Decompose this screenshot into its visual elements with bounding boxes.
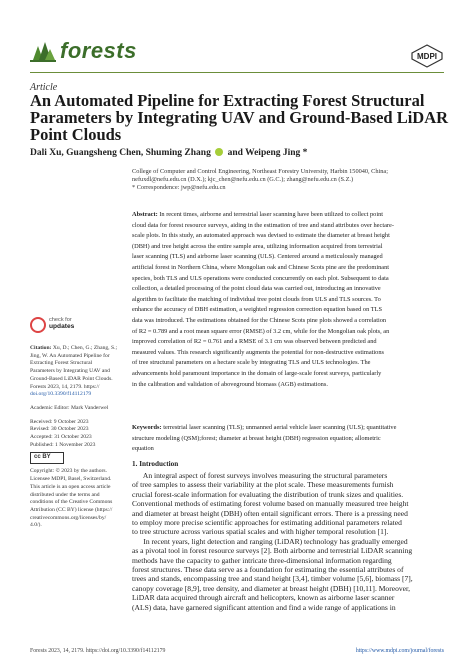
abstract-line: of tree structural parameters on a hectare scale by integrating TLS and ULS technologies. The: [132, 359, 371, 367]
body-line: of tree samples to assess their variability at the plot scale. These measurements furnish: [132, 480, 394, 490]
journal-url-link[interactable]: https://www.mdpi.com/journal/forests: [355, 648, 444, 654]
abstract-line: enhance the accuracy of DBH estimation, a weighted regression correction equation based on TLS: [132, 306, 383, 314]
author-list: [30, 148, 307, 158]
date-revised: Revised: 30 October 2023: [30, 426, 89, 433]
body-line: In recent years, light detection and ranging (LiDAR) technology has gradually emerged: [132, 536, 408, 546]
copyright-line: conditions of the Creative Commons: [30, 499, 113, 506]
abstract-line: advancements hold paramount importance in the domain of large-scale forest surveys, particularly: [132, 369, 382, 377]
abstract-line: data was introduced. The estimations obtained for the Chinese Scots pine plots showed a correlation: [132, 316, 387, 324]
abstract-line: Abstract: In recent times, airborne and terrestrial laser scanning have been utilized to collect point: [132, 211, 384, 218]
abstract-line: laser scanning (TLS) and airborne laser scanning (ULS). Centered around a meticulously managed: [132, 253, 383, 261]
keywords: [132, 423, 450, 455]
title-line: An Automated Pipeline for Extracting Forest Structural: [30, 91, 425, 110]
body-line: forest structures. These data serve as a foundation for estimating the essential attributes of: [132, 565, 404, 575]
abstract-line: improved correlation of R2 = 0.761 and a RMSE of 3.1 cm was observed between predicted and: [132, 338, 377, 346]
authors-text: and Weipeng Jing *: [227, 148, 308, 158]
correspondence: * Correspondence: jwp@nefu.edu.cn: [132, 184, 226, 192]
citation-line: Ground-Based LiDAR Point Clouds.: [30, 375, 113, 382]
keywords-line: structure modeling (QSM);forest; diameter at breast height (DBH) regression equation; allometric: [132, 434, 381, 442]
abstract-label: Abstract:: [132, 211, 158, 218]
copyright-line: Attribution (CC BY) license (https://: [30, 506, 113, 513]
check-for-updates-button[interactable]: [30, 317, 120, 339]
body-line: trees and stands, encompassing tree and stand height [3,4], timber volume [5,6], biomass [7],: [132, 574, 413, 584]
abstract-line: (DBH) and tree height across the entire sample area, utilizing information acquired from terrestrial: [132, 242, 383, 250]
orcid-icon[interactable]: [215, 148, 223, 156]
abstract-line: in the calibration and validation of aboveground biomass (AGB) estimations.: [132, 380, 328, 388]
abstract-line: cloud data for forest resource surveys, aiding in the estimation of tree and stand attributes over hectare-: [132, 221, 394, 229]
keywords-line: Keywords: terrestrial laser scanning (TLS); unmanned aerial vehicle laser scanning (ULS); quantitative: [132, 424, 397, 431]
body-line: canopy coverage [8,9], tree density, and diameter at breast height (DBH) [10,11]. Moreover,: [132, 583, 411, 593]
keywords-label: Keywords:: [132, 424, 162, 431]
citation-line: Parameters by Integrating UAV and: [30, 368, 110, 375]
body-line: methods have the capacity to gather intricate three-dimensional information regarding: [132, 555, 392, 565]
citation-line: Citation: Xu, D.; Chen, G.; Zhang, S.;: [30, 345, 118, 351]
forests-logo-icon: [30, 38, 56, 64]
section-heading: 1. Introduction: [132, 460, 179, 468]
cc-by-license-icon[interactable]: cc BY: [30, 452, 64, 464]
affiliation-line: College of Computer and Control Engineering, Northeast Forestry University, Harbin 150040, China;: [132, 168, 388, 175]
publisher-label: MDPI: [417, 52, 437, 61]
abstract-line: artificial forest in Northern China, where Mongolian oak and Chinese Scots pine are the predominant: [132, 263, 390, 271]
title-line: Parameters by Integrating UAV and Ground-Based LiDAR: [30, 108, 449, 127]
introduction-body: [132, 471, 450, 612]
body-line: to tree structure across various spatial scales and with higher temporal resolution [1].: [132, 527, 389, 537]
date-received: Received: 9 October 2023: [30, 418, 89, 425]
date-accepted: Accepted: 31 October 2023: [30, 434, 92, 441]
abstract-line: of R2 = 0.789 and a root mean square error (RMSE) of 3.2 cm, while for the Mongolian oak plots, an: [132, 327, 390, 335]
citation-doi-link[interactable]: doi.org/10.3390/f14112179: [30, 391, 92, 398]
mdpi-logo-icon: [410, 44, 444, 68]
body-line: LiDAR data acquired through aircraft and helicopters, known as airborne laser scanner: [132, 593, 395, 603]
abstract-line: species, both TLS and ULS operations were conducted concurrently on each plot. Subsequent to data: [132, 274, 389, 282]
body-line: (ALS) data, have garnered significant attention and find a wide range of applications in: [132, 602, 396, 612]
check-updates-text: check for updates: [49, 317, 75, 330]
academic-editor: Academic Editor: Mark Vanderwel: [30, 404, 109, 411]
citation-line: Forests 2023, 14, 2179. https://: [30, 383, 100, 390]
article-type: Article: [30, 82, 58, 93]
abstract-line: collection, a detailed processing of the point cloud data was carried out, introducing an innovative: [132, 285, 381, 293]
body-line: as a pivotal tool in forest resource surveys [2]. Both airborne and terrestrial LiDAR scanning: [132, 546, 413, 556]
date-published: Published: 1 November 2023: [30, 441, 96, 448]
footer-citation: Forests 2023, 14, 2179. https://doi.org/10.3390/f14112179: [30, 648, 166, 654]
article-title: [30, 92, 450, 143]
header-divider: [30, 72, 444, 73]
copyright-line: 4.0/).: [30, 522, 42, 529]
title-line: Point Clouds: [30, 125, 122, 144]
sidebar-meta: [30, 345, 125, 530]
copyright-line: distributed under the terms and: [30, 491, 100, 498]
keywords-line: equation: [132, 445, 154, 453]
affiliations: [132, 168, 452, 193]
copyright-line: This article is an open access article: [30, 483, 111, 490]
citation-line: Extracting Forest Structural: [30, 360, 93, 367]
body-line: An integral aspect of forest surveys involves measuring the structural parameters: [132, 471, 388, 480]
affiliation-emails: nefuxdl@nefu.edu.cn (D.X.); kjc_chen@nefu.edu.cn (G.C.); zhang@nefu.edu.cn (S.Z.): [132, 176, 354, 184]
body-line: to employ more precise scientific approaches for estimating additional parameters related: [132, 518, 402, 528]
copyright-line: creativecommons.org/licenses/by/: [30, 514, 107, 521]
copyright-line: Licensee MDPI, Basel, Switzerland.: [30, 476, 112, 483]
citation-line: Jing, W. An Automated Pipeline for: [30, 352, 110, 359]
abstract-line: scale plots. In this study, an automated approach was devised to estimate the diameter at breast height: [132, 232, 390, 240]
abstract-line: measured values. This research significantly augments the potential for non-destructive estimations: [132, 348, 384, 356]
body-line: and diameter at breast height (DBH) often entail significant errors. There is a pressing need: [132, 508, 408, 518]
copyright-line: Copyright: © 2023 by the authors.: [30, 468, 107, 475]
body-line: crucial forest-scale information for evaluating the distribution of trunk sizes and qualities.: [132, 489, 404, 499]
authors-text: Dali Xu, Guangsheng Chen, Shuming Zhang: [30, 148, 211, 158]
check-updates-icon: [30, 317, 46, 333]
body-line: Conventional methods of estimating forest volume based on manually measured tree height: [132, 499, 409, 509]
abstract-line: algorithm to facilitate the matching of individual tree point clouds from ULS and TLS sources. To: [132, 295, 381, 303]
abstract: [132, 210, 450, 390]
journal-name: forests: [60, 38, 137, 63]
